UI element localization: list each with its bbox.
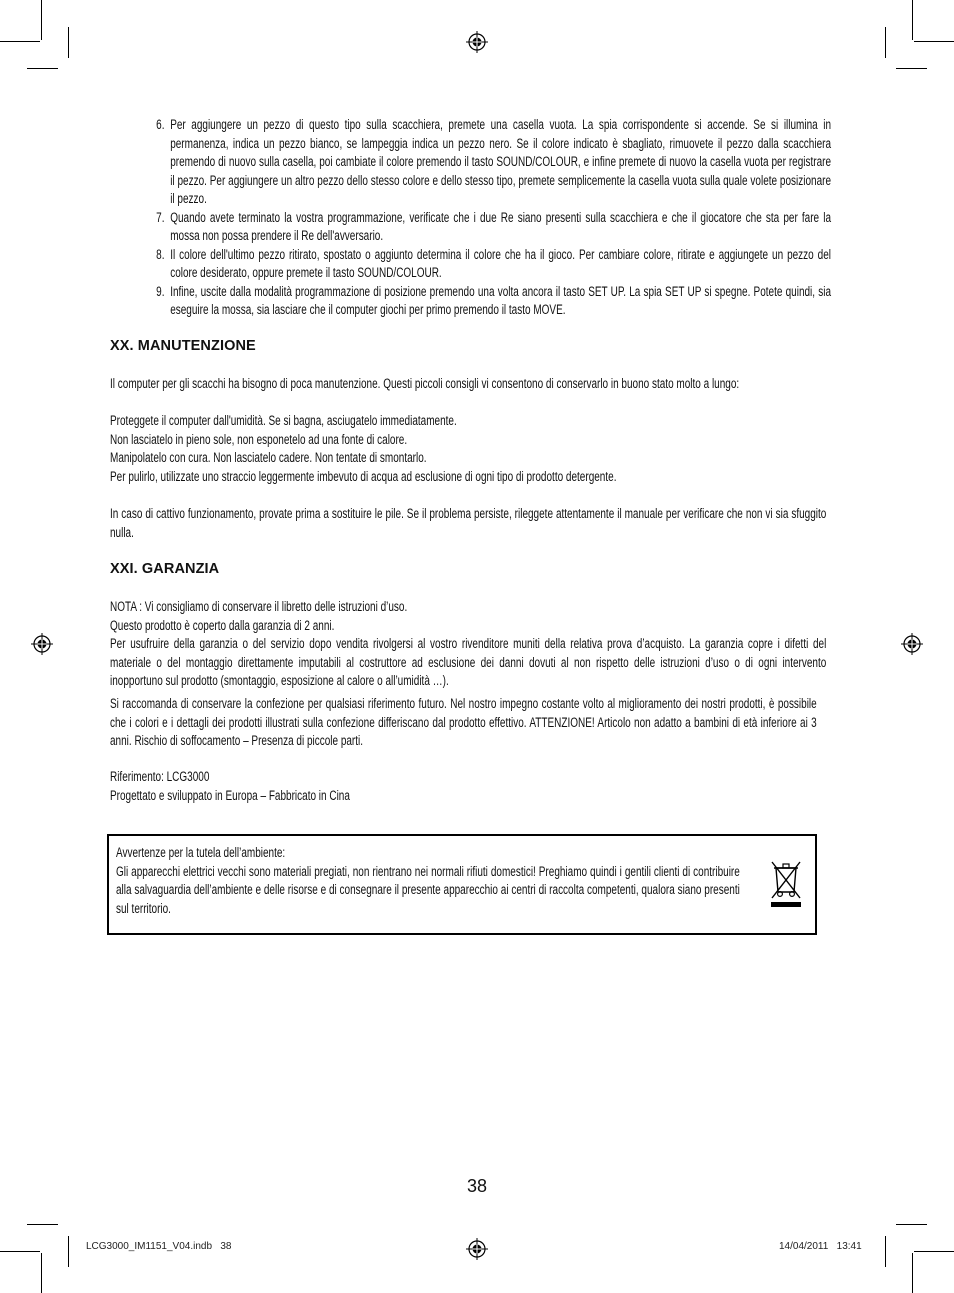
crop-mark xyxy=(27,68,58,69)
environment-notice-text xyxy=(116,844,740,918)
reference-text: Riferimento: LCG3000 xyxy=(110,769,210,784)
crop-mark xyxy=(68,27,69,58)
crop-mark xyxy=(885,1236,886,1267)
crop-mark xyxy=(0,1251,40,1252)
instruction-list xyxy=(0,116,954,320)
packaging-note-text: Si raccomanda di conservare la confezione per qualsiasi riferimento futuro. Nel nostro impegno costante volto al miglioramento dei nostri prodotti, è possibile che i colori e i dettagli dei prodotti illustrati sulla confezione differiscano dal prodotto effettivo. ATTENZIONE! Articolo non adatto a bambini di età inferiore ai 3 anni. Rischio di soffocamento – Presenza di piccole parti. xyxy=(110,696,817,748)
date-slug: 14/04/2011 13:41 xyxy=(779,1241,862,1252)
environment-notice-box xyxy=(107,834,817,935)
crop-mark xyxy=(896,68,927,69)
registration-mark-icon xyxy=(31,633,53,655)
file-slug: LCG3000_IM1151_V04.indb 38 xyxy=(86,1241,232,1252)
crop-mark xyxy=(914,41,954,42)
origin-text: Progettato e sviluppato in Europa – Fabbricato in Cina xyxy=(110,787,350,803)
list-item-number: 6. xyxy=(156,117,165,132)
list-item-text: Per aggiungere un pezzo di questo tipo sulla scacchiera, premete una casella vuota. La spia corrispondente si accende. Se si illumina in permanenza, indica un pezzo bianco, se lampeggia indica un pezzo nero. Se il colore indicato è sbagliato, rimuovete il pezzo dalla scacchiera premendo di nuovo sulla casella, poi cambiate il colore premendo il tasto SOUND/COLOUR, e infine premete di nuovo la casella vuota per registrare il pezzo. Per aggiungere un altro pezzo dello stesso colore e dello stesso tipo, premete semplicemente la casella vuota sulla quale volete posizionare il pezzo. xyxy=(170,117,832,206)
list-item xyxy=(156,209,832,246)
list-item xyxy=(156,116,832,209)
maintenance-tip: Per pulirlo, utilizzate uno straccio leggermente imbevuto di acqua ad esclusione di ogni tipo di prodotto detergente. xyxy=(110,468,617,484)
registration-mark-icon xyxy=(466,31,488,53)
section-heading-warranty: XXI. GARANZIA xyxy=(110,561,220,577)
list-item-number: 8. xyxy=(156,246,165,262)
maintenance-intro-text: Il computer per gli scacchi ha bisogno di poca manutenzione. Questi piccoli consigli vi consentono di conservarlo in buono stato molto a lungo: xyxy=(110,376,740,391)
crop-mark xyxy=(68,1236,69,1267)
list-item-number: 9. xyxy=(156,283,165,299)
crop-mark xyxy=(912,1253,913,1293)
crop-mark xyxy=(41,1253,42,1293)
crop-mark xyxy=(885,27,886,58)
maintenance-intro xyxy=(110,375,826,394)
crop-mark xyxy=(912,0,913,40)
packaging-note xyxy=(110,695,817,751)
list-item-text: Il colore dell'ultimo pezzo ritirato, spostato o aggiunto determina il colore che ha il gioco. Per cambiare colore, ritirate e aggiungete un pezzo del colore desiderato, oppure premete il tasto SOUND/COLOUR. xyxy=(170,246,832,280)
list-item-number: 7. xyxy=(156,209,165,225)
warranty-conditions: Per usufruire della garanzia o del servizio dopo vendita rivolgersi al vostro rivenditore muniti della relativa prova d’acquisto. La garanzia copre i difetti del materiale o del montaggio direttamente imputabili al costruttore ad esclusione dei danni dovuti al non rispetto delle istruzioni d’uso o di ogni intervento inopportuno sul prodotto (smontaggio, esposizione al calore o all’umidità …). xyxy=(110,636,827,688)
environment-notice-title: Avvertenze per la tutela dell’ambiente: xyxy=(116,845,286,860)
environment-notice-body: Gli apparecchi elettrici vecchi sono materiali pregiati, non rientrano nei normali rifiuti domestici! Preghiamo quindi i gentili clienti di contribuire alla salvaguardia dell’ambiente e delle risorse e di consegnare il presente apparecchio ai centri di raccolta competenti, qualora siano presenti sul territorio. xyxy=(116,863,740,916)
crop-mark xyxy=(896,1224,927,1225)
warranty-note: NOTA : Vi consigliamo di conservare il libretto delle istruzioni d’uso. xyxy=(110,599,408,614)
section-heading-maintenance: XX. MANUTENZIONE xyxy=(110,338,256,354)
maintenance-tips xyxy=(110,412,826,486)
maintenance-note xyxy=(110,505,826,542)
list-item-text: Quando avete terminato la vostra programmazione, verificate che i due Re siano presenti sulla scacchiera e che il giocatore che sta per fare la mossa non possa prendere il Re dell'avversario. xyxy=(170,209,832,243)
page-number: 38 xyxy=(466,1176,488,1196)
crop-mark xyxy=(41,0,42,40)
maintenance-tip: Non lasciatelo in pieno sole, non esponetelo ad una fonte di calore. xyxy=(110,431,408,447)
warranty-duration: Questo prodotto è coperto dalla garanzia di 2 anni. xyxy=(110,617,335,633)
registration-mark-icon xyxy=(901,633,923,655)
crop-mark xyxy=(27,1224,58,1225)
maintenance-tip: Manipolatelo con cura. Non lasciatelo cadere. Non tentate di smontarlo. xyxy=(110,450,427,465)
list-item xyxy=(156,283,832,320)
crossed-out-wheelie-bin-icon xyxy=(769,858,803,908)
product-reference xyxy=(110,768,826,805)
maintenance-tip: Proteggete il computer dall'umidità. Se si bagna, asciugatelo immediatamente. xyxy=(110,413,457,428)
maintenance-note-text: In caso di cattivo funzionamento, provate prima a sostituire le pile. Se il problema persiste, rileggete attentamente il manuale per verificare che non vi sia sfuggito nulla. xyxy=(110,506,827,540)
registration-mark-icon xyxy=(466,1238,488,1260)
list-item-text: Infine, uscite dalla modalità programmazione di posizione premendo una volta ancora il tasto SET UP. La spia SET UP si spegne. Potete quindi, sia eseguire la mossa, sia lasciare che il computer giochi per primo premendo il tasto MOVE. xyxy=(170,283,832,317)
warranty-body xyxy=(110,598,826,691)
list-item xyxy=(156,246,832,283)
crop-mark xyxy=(914,1251,954,1252)
crop-mark xyxy=(0,41,40,42)
